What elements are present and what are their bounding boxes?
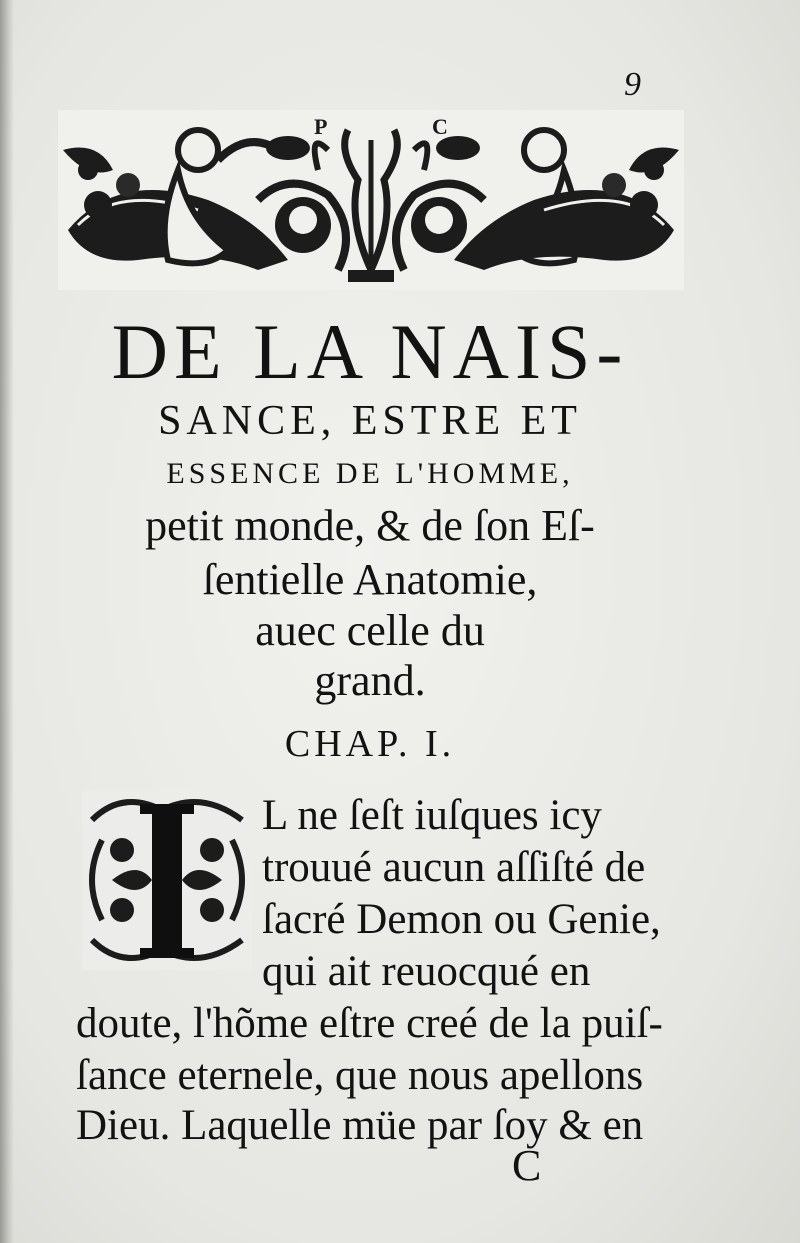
body-line-6: ſance eternele, que nous apellons [76,1052,644,1099]
body-line-7: Dieu. Laquelle müe par ſoy & en [76,1102,644,1149]
catchword: C [512,1141,542,1190]
headpiece-letter-c: C [432,114,448,139]
title-line-2: SANCE, ESTRE ET [158,398,582,444]
title-line-6: auec celle du [255,606,485,655]
title-line-1: DE LA NAIS- [111,308,629,395]
title-line-7: grand. [314,656,426,705]
body-line-2: trouué aucun aſſiſté de [262,844,646,891]
woodcut-headpiece [58,110,684,290]
page-number: 9 [624,66,641,103]
body-line-1: L ne ſeſt iuſques icy [262,792,602,839]
body-line-5: doute, l'hõme eſtre creé de la puiſ- [76,1000,663,1047]
title-line-5: ſentielle Anatomie, [202,555,538,604]
headpiece-letter-p: P [314,114,328,139]
chapter-heading: CHAP. I. [284,723,456,765]
headpiece-ornament-icon [58,110,684,290]
title-line-4: petit monde, & de ſon Eſ- [145,501,595,550]
title-line-3: ESSENCE DE L'HOMME, [166,457,574,490]
body-line-4: qui ait reuocqué en [262,948,591,995]
drop-cap-ornament [82,790,252,970]
binding-shadow [0,0,14,1243]
body-line-3: ſacré Demon ou Genie, [262,896,661,943]
drop-cap-i-icon [82,790,252,970]
